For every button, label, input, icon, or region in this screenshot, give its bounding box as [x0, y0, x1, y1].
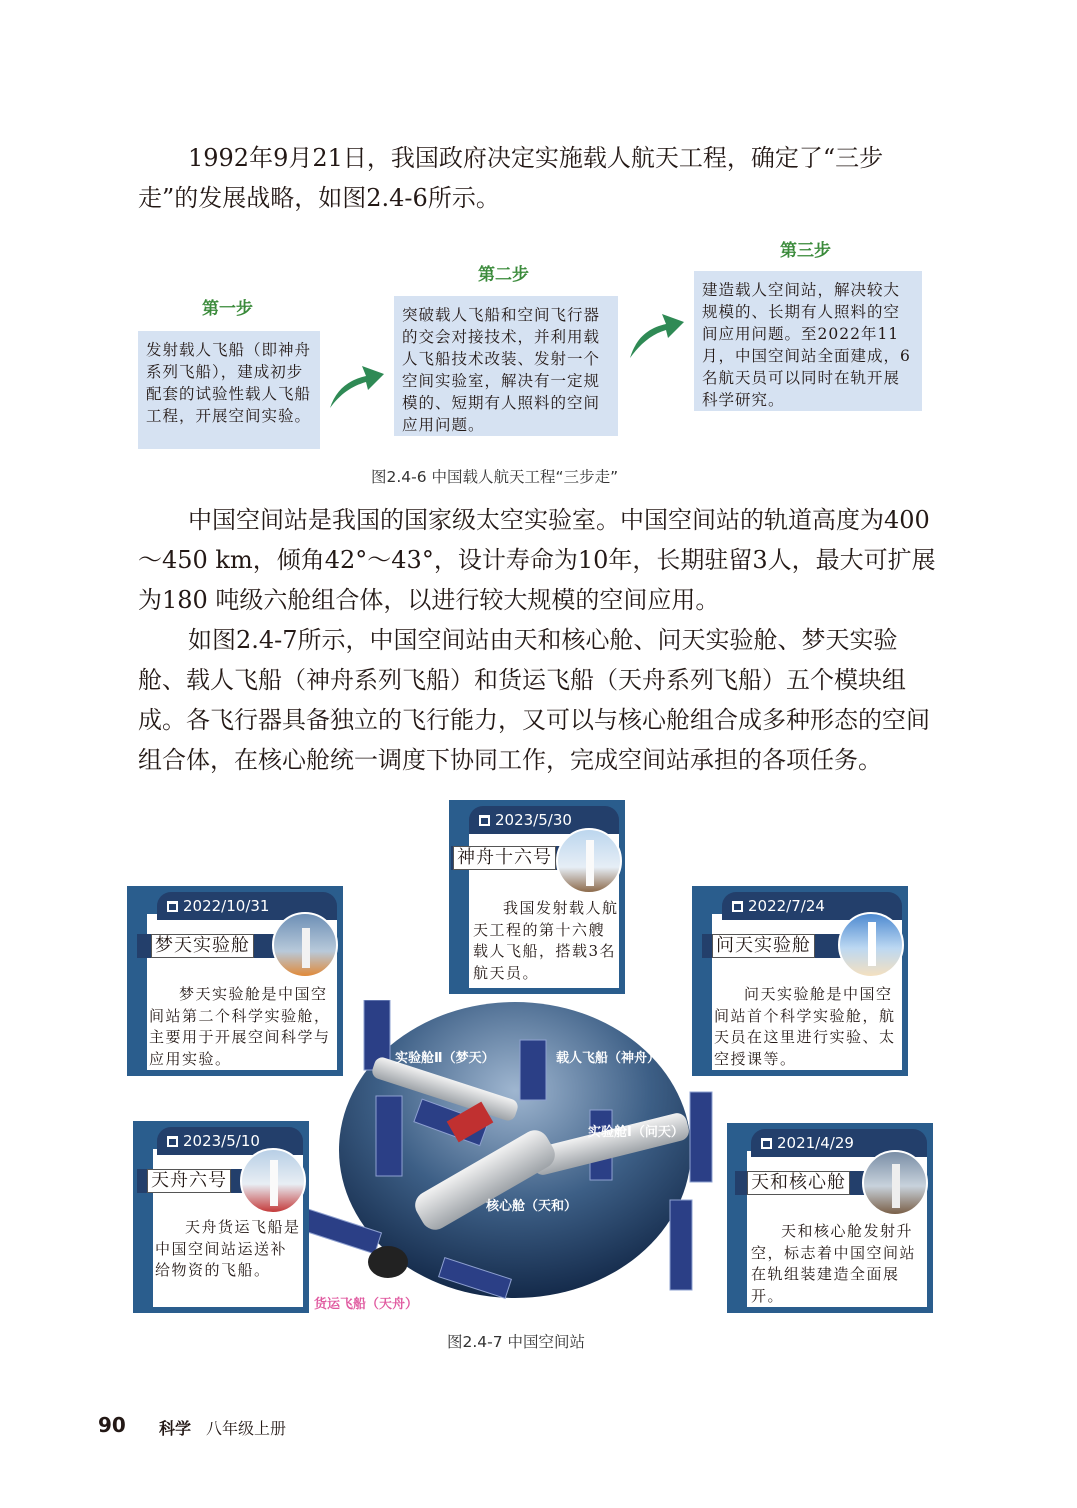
card-date: 2022/7/24: [748, 897, 825, 915]
step1-box: [138, 331, 320, 449]
rocket-photo: [838, 912, 904, 978]
subject-label: 科学: [159, 1419, 192, 1438]
paragraph-2-text: 中国空间站是我国的国家级太空实验室。中国空间站的轨道高度为400～450 km，倾角42°～43°，设计寿命为10年，长期驻留3人，最大可扩展为180 吨级六舱组合体，以进行较大规模的空间应用。: [138, 506, 936, 614]
rocket-photo: [556, 828, 622, 894]
label-wentian: 实验舱Ⅰ（问天）: [588, 1125, 684, 1140]
step3-title: 第三步: [780, 241, 831, 261]
label-crew: 载人飞船（神舟）: [556, 1051, 661, 1066]
grade-label: 八年级上册: [206, 1419, 287, 1438]
rocket-photo: [862, 1150, 928, 1216]
card-name: 天舟六号: [147, 1169, 231, 1193]
card-name: 天和核心舱: [747, 1171, 850, 1195]
body-paragraph-2: [138, 500, 938, 620]
paragraph-3-text: 如图2.4-7所示，中国空间站由天和核心舱、问天实验舱、梦天实验舱、载人飞船（神舟系列飞船）和货运飞船（天舟系列飞船）五个模块组成。各飞行器具备独立的飞行能力，又可以与核心舱组合成多种形态的空间组合体，在核心舱统一调度下协同工作，完成空间站承担的各项任务。: [138, 626, 930, 774]
card-text: 天和核心舱发射升空，标志着中国空间站在轨组装建造全面展开。: [751, 1222, 917, 1305]
card-date: 2022/10/31: [183, 897, 270, 915]
intro-paragraph: [138, 138, 938, 218]
step3-box: [694, 271, 922, 411]
step2-text: 突破载人飞船和空间飞行器的交会对接技术，并利用载人飞船技术改装、发射一个空间实验室，解决有一定规模的、短期有人照料的空间应用问题。: [402, 306, 601, 434]
figure1-caption: 图2.4-6 中国载人航天工程“三步走”: [371, 468, 619, 486]
step2-box: [394, 296, 618, 436]
intro-text: 1992年9月21日，我国政府决定实施载人航天工程，确定了“三步走”的发展战略，如图2.4-6所示。: [138, 144, 884, 212]
step2-title: 第二步: [478, 265, 529, 285]
step1-title: 第一步: [202, 299, 253, 319]
card-text: 梦天实验舱是中国空间站第二个科学实验舱，主要用于开展空间科学与应用实验。: [149, 985, 331, 1068]
card-text: 我国发射载人航天工程的第十六艘载人飞船，搭载3名航天员。: [473, 899, 619, 982]
rocket-photo: [240, 1148, 306, 1214]
card-name: 问天实验舱: [712, 934, 815, 958]
figure2-caption: 图2.4-7 中国空间站: [447, 1333, 586, 1351]
card-text: 问天实验舱是中国空间站首个科学实验舱，航天员在这里进行实验、太空授课等。: [714, 985, 896, 1068]
calendar-icon: [167, 1136, 178, 1147]
label-cargo: 货运飞船（天舟）: [314, 1297, 419, 1312]
card-date: 2021/4/29: [777, 1134, 854, 1152]
calendar-icon: [732, 901, 743, 912]
card-date: 2023/5/10: [183, 1132, 260, 1150]
rocket-photo: [272, 912, 338, 978]
card-text: 天舟货运飞船是中国空间站运送补给物资的飞船。: [155, 1218, 301, 1279]
card-name: 神舟十六号: [453, 846, 556, 870]
rocket-photo: [1003, 800, 1007, 804]
calendar-icon: [167, 901, 178, 912]
arrow-icon: [326, 360, 386, 412]
card-name: 梦天实验舱: [151, 934, 254, 958]
calendar-icon: [761, 1138, 772, 1149]
calendar-icon: [479, 815, 490, 826]
space-station-illustration: [300, 1000, 720, 1320]
arrow-icon: [626, 308, 686, 362]
label-mengtian: 实验舱Ⅱ（梦天）: [395, 1051, 495, 1066]
label-tianhe: 核心舱（天和）: [486, 1199, 578, 1214]
page-number: 90: [98, 1413, 126, 1437]
card-date: 2023/5/30: [495, 811, 572, 829]
step1-text: 发射载人飞船（即神舟系列飞船），建成初步配套的试验性载人飞船工程，开展空间实验。: [146, 341, 312, 425]
body-paragraph-3: [138, 620, 938, 780]
step3-text: 建造载人空间站，解决较大规模的、长期有人照料的空间应用问题。至2022年11月，中国空间站全面建成，6名航天员可以同时在轨开展科学研究。: [702, 281, 911, 409]
